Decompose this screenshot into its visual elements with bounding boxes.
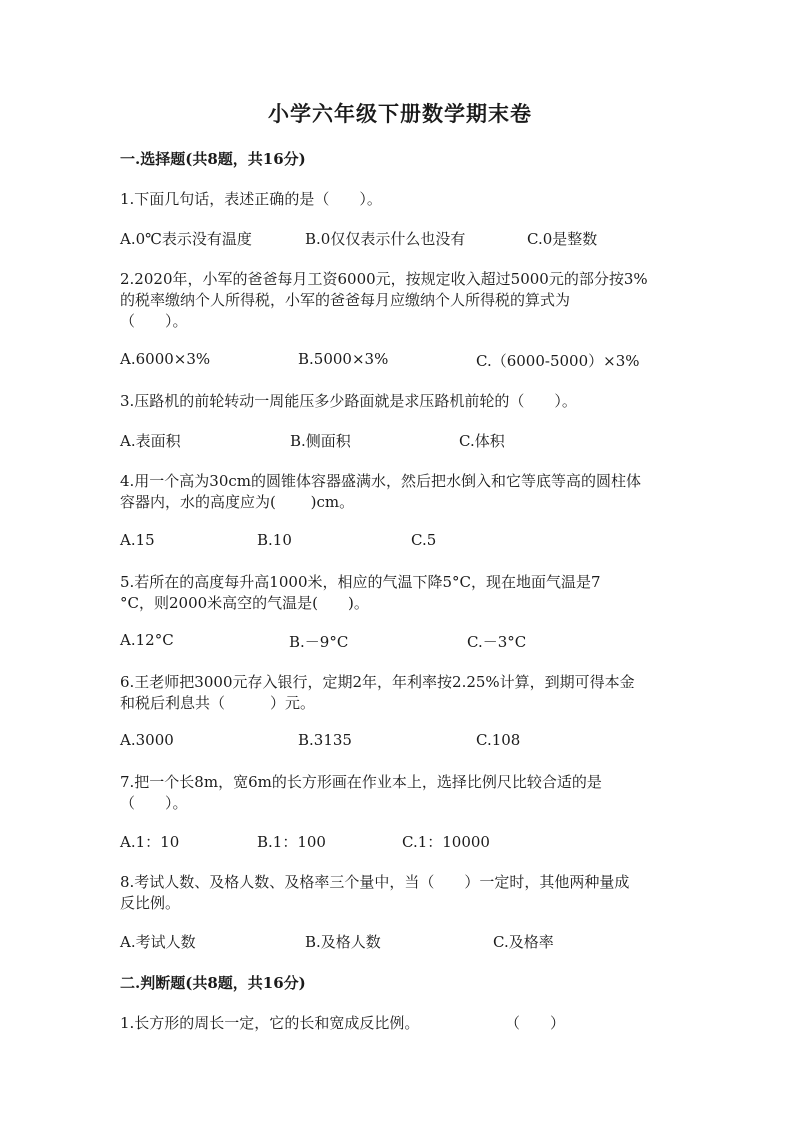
q5-option-b: B.－9°C [289,633,349,651]
q2-option-a: A.6000×3% [120,350,211,368]
question-5-line-1: 5.若所在的高度每升高1000米，相应的气温下降5°C，现在地面气温是7 [120,573,601,591]
q8-option-b: B.及格人数 [305,933,381,951]
q2-option-b: B.5000×3% [298,350,389,368]
judgement-1-answer-blank: （ ） [505,1014,566,1032]
question-4-line-2: 容器内，水的高度应为( )cm。 [120,493,355,511]
q4-option-b: B.10 [257,531,292,549]
question-1: 1.下面几句话，表述正确的是（ ）。 [120,190,382,208]
question-6-line-1: 6.王老师把3000元存入银行，定期2年，年利率按2.25%计算，到期可得本金 [120,673,635,691]
q1-option-b: B.0仅仅表示什么也没有 [305,230,466,248]
question-7-line-1: 7.把一个长8m，宽6m的长方形画在作业本上，选择比例尺比较合适的是 [120,773,602,791]
q7-option-a: A.1：10 [120,833,180,851]
q3-option-a: A.表面积 [120,432,181,450]
q3-option-b: B.侧面积 [290,432,351,450]
q5-option-a: A.12°C [120,631,174,649]
question-7-line-2: （ ）。 [120,794,188,812]
section-heading-judgement: 二.判断题(共8题，共16分) [120,974,306,992]
q5-option-c: C.－3°C [467,633,527,651]
judgement-1: 1.长方形的周长一定，它的长和宽成反比例。 [120,1014,420,1032]
question-2-line-1: 2.2020年，小军的爸爸每月工资6000元，按规定收入超过5000元的部分按3% [120,270,648,288]
question-6-line-2: 和税后利息共（ ）元。 [120,694,316,712]
question-2-line-3: （ ）。 [120,312,188,330]
question-8-line-2: 反比例。 [120,894,181,912]
q6-option-b: B.3135 [298,731,352,749]
page-title: 小学六年级下册数学期末卷 [268,101,532,126]
q1-option-c: C.0是整数 [527,230,598,248]
question-5-line-2: °C，则2000米高空的气温是( )。 [120,594,369,612]
q1-option-a: A.0℃表示没有温度 [120,230,252,248]
q7-option-b: B.1：100 [257,833,326,851]
q3-option-c: C.体积 [459,432,505,450]
q4-option-c: C.5 [411,531,437,549]
q8-option-a: A.考试人数 [120,933,196,951]
q4-option-a: A.15 [120,531,155,549]
question-4-line-1: 4.用一个高为30cm的圆锥体容器盛满水，然后把水倒入和它等底等高的圆柱体 [120,472,642,490]
q6-option-c: C.108 [476,731,521,749]
question-8-line-1: 8.考试人数、及格人数、及格率三个量中，当（ ）一定时，其他两种量成 [120,873,630,891]
q2-option-c: C.（6000-5000）×3% [476,352,640,370]
q8-option-c: C.及格率 [493,933,554,951]
question-2-line-2: 的税率缴纳个人所得税，小军的爸爸每月应缴纳个人所得税的算式为 [120,291,571,309]
question-3: 3.压路机的前轮转动一周能压多少路面就是求压路机前轮的（ ）。 [120,392,577,410]
q6-option-a: A.3000 [120,731,174,749]
q7-option-c: C.1：10000 [402,833,490,851]
section-heading-choice: 一.选择题(共8题，共16分) [120,150,306,168]
